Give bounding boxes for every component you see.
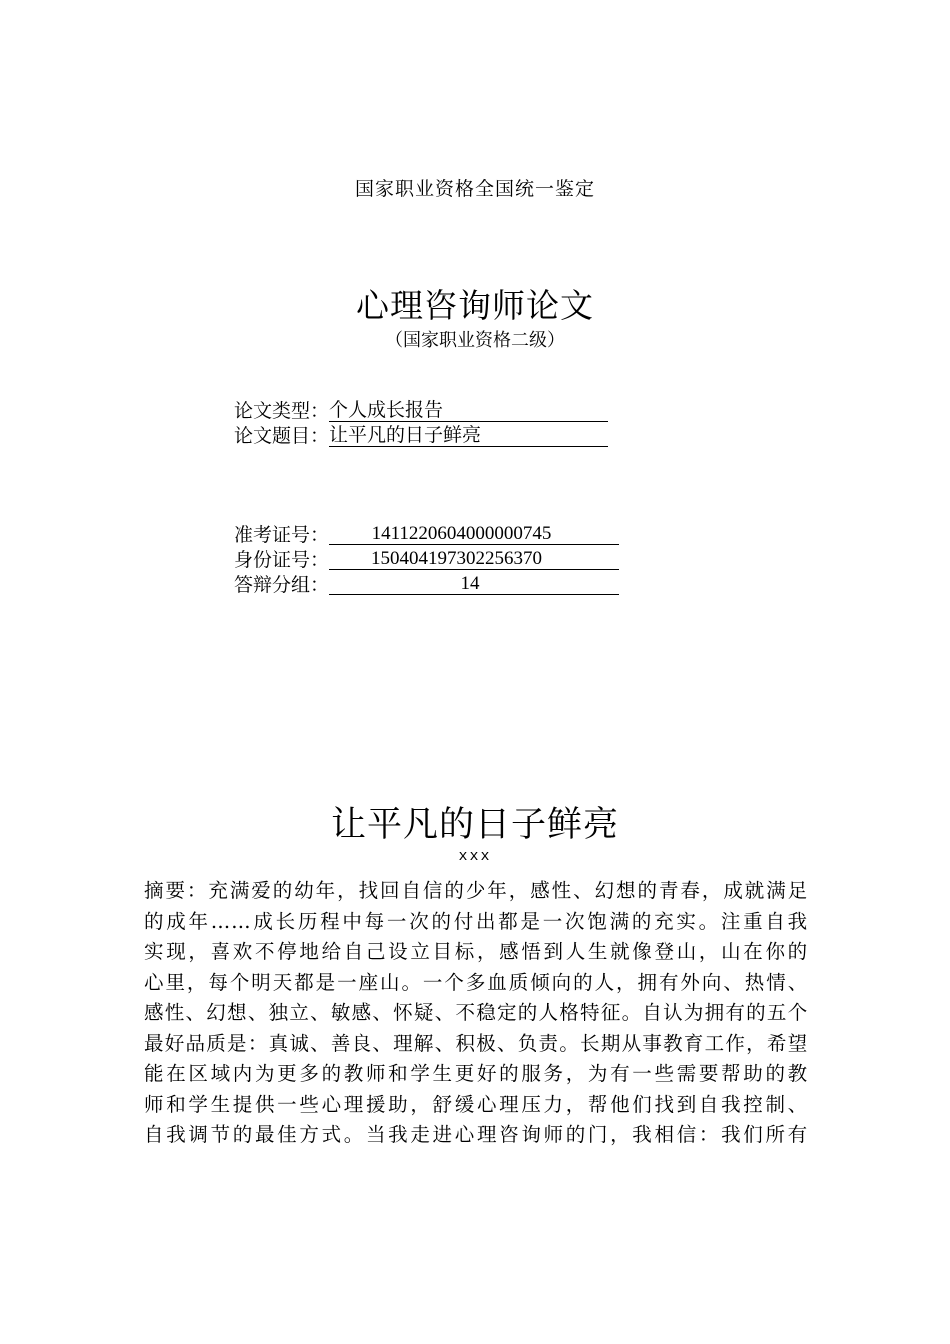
authority-header: 国家职业资格全国统一鉴定 [354,178,595,200]
abstract-line: 自我调节的最佳方式。当我走进心理咨询师的门，我相信：我们所有 [144,1123,808,1146]
field-value: 14 [329,573,619,595]
field-label: 准考证号： [234,524,330,546]
field-label: 论文类型： [234,400,330,422]
abstract-line: 的成年……成长历程中每一次的付出都是一次饱满的充实。注重自我 [144,909,808,933]
field-value: 个人成长报告 [329,399,608,422]
field-exam-number [234,523,619,547]
document-title: 心理咨询师论文 [356,286,594,325]
essay-author: xxx [458,848,492,865]
field-label: 论文题目： [234,425,330,447]
abstract-line: 感性、幻想、独立、敏感、怀疑、不稳定的人格特征。自认为拥有的五个 [144,1001,808,1024]
essay-abstract [144,876,808,1151]
essay-title: 让平凡的日子鲜亮 [330,805,619,845]
field-label: 答辩分组： [234,574,330,596]
document-subtitle: （国家职业资格二级） [385,330,565,351]
field-id-number [234,548,619,572]
abstract-line: 心里，每个明天都是一座山。一个多血质倾向的人，拥有外向、热情、 [144,970,808,994]
abstract-line: 能在区域内为更多的教师和学生更好的服务，为有一些需要帮助的教 [144,1062,808,1085]
abstract-line: 摘要：充满爱的幼年，找回自信的少年，感性、幻想的青春，成就满足 [144,879,808,902]
abstract-line: 最好品质是：真诚、善良、理解、积极、负责。长期从事教育工作，希望 [144,1031,808,1055]
field-value: 让平凡的日子鲜亮 [329,424,608,447]
field-paper-topic [234,424,608,448]
field-label: 身份证号： [234,549,330,571]
abstract-line: 实现，喜欢不停地给自己设立目标，感悟到人生就像登山，山在你的 [144,940,808,963]
abstract-line: 师和学生提供一些心理援助，舒缓心理压力，帮他们找到自我控制、 [144,1092,808,1116]
field-paper-type [234,399,608,423]
field-value: 1411220604000000745 [329,523,619,545]
field-defense-group [234,573,619,597]
field-value: 150404197302256370 [329,548,619,570]
